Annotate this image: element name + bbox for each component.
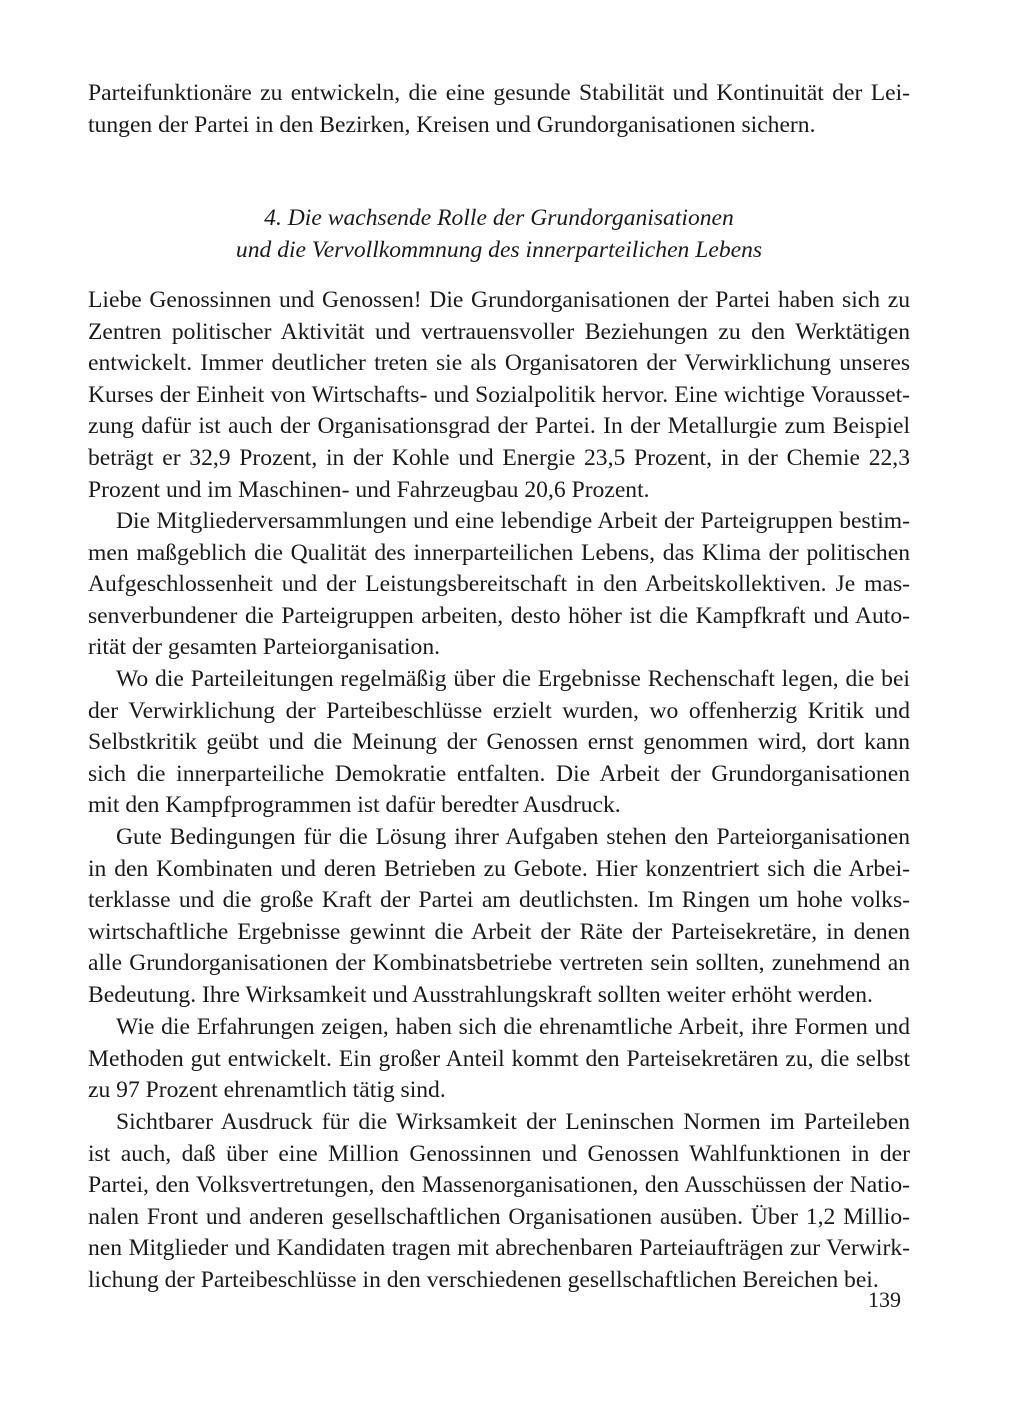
paragraph-line: mit den Kampfprogrammen ist dafür beredter Ausdruck. [88, 792, 621, 819]
paragraph-line: Sichtbarer Ausdruck für die Wirksamkeit der Leninschen Normen im Parteileben [116, 1109, 910, 1135]
body-paragraph [88, 285, 910, 506]
paragraph-line: Wo die Parteileitungen regelmäßig über die Ergebnisse Rechenschaft legen, die bei [116, 666, 910, 692]
paragraph-line: Bedeutung. Ihre Wirksamkeit und Ausstrahlungskraft sollten weiter erhöht werden. [88, 981, 873, 1008]
paragraph-line: in den Kombinaten und deren Betrieben zu Gebote. Hier konzentriert sich die Arbei- [88, 855, 910, 882]
paragraph-line: zu 97 Prozent ehrenamtlich tätig sind. [88, 1077, 446, 1104]
paragraph-line: Liebe Genossinnen und Genossen! Die Grundorganisationen der Partei haben sich zu [88, 287, 910, 313]
body-paragraph [88, 1107, 910, 1297]
intro-line: Parteifunktionäre zu entwickeln, die eine gesunde Stabilität und Kontinuität der Lei- [88, 80, 910, 106]
body-paragraph [88, 506, 910, 664]
paragraph-line: Die Mitgliederversammlungen und eine lebendige Arbeit der Parteigruppen bestim- [116, 508, 910, 534]
paragraph-line: Zentren politischer Aktivität und vertrauensvoller Beziehungen zu den Werktätigen [88, 318, 910, 345]
paragraph-line: ist auch, daß über eine Million Genossinnen und Genossen Wahlfunktionen in der [88, 1140, 910, 1167]
paragraph-line: entwickelt. Immer deutlicher treten sie als Organisatoren der Verwirklichung unseres [88, 350, 910, 377]
paragraph-line: nalen Front und anderen gesellschaftlichen Organisationen ausüben. Über 1,2 Millio- [88, 1203, 910, 1230]
body-paragraph [88, 822, 910, 1012]
paragraph-line: Kurses der Einheit von Wirtschafts- und Sozialpolitik hervor. Eine wichtige Vorausset- [88, 381, 910, 408]
paragraph-line: Partei, den Volksvertretungen, den Massenorganisationen, den Ausschüssen der Natio- [88, 1172, 910, 1199]
paragraph-line: Selbstkritik geübt und die Meinung der Genossen ernst genommen wird, dort kann [88, 729, 910, 756]
section-heading-line-1: 4. Die wachsende Rolle der Grundorganisationen [264, 205, 734, 231]
paragraph-line: senverbundener die Parteigruppen arbeiten, desto höher ist die Kampfkraft und Auto- [88, 602, 910, 629]
paragraph-line: lichung der Parteibeschlüsse in den verschiedenen gesellschaftlichen Bereichen bei. [88, 1266, 879, 1293]
paragraph-line: sich die innerparteiliche Demokratie entfalten. Die Arbeit der Grundorganisationen [88, 760, 910, 787]
paragraph-line: nen Mitglieder und Kandidaten tragen mit abrechenbaren Parteiaufträgen zur Verwirk- [88, 1235, 910, 1262]
paragraph-line: Gute Bedingungen für die Lösung ihrer Aufgaben stehen den Parteiorganisationen [116, 824, 910, 850]
body-paragraph [88, 664, 910, 822]
body-paragraph [88, 1012, 910, 1107]
paragraph-line: wirtschaftliche Ergebnisse gewinnt die Arbeit der Räte der Parteisekretäre, in denen [88, 918, 910, 945]
paragraph-line: rität der gesamten Parteiorganisation. [88, 634, 441, 661]
paragraph-line: zung dafür ist auch der Organisationsgrad der Partei. In der Metallurgie zum Beispiel [88, 413, 910, 440]
page-number: 139 [868, 1287, 901, 1312]
section-heading-line-2: und die Vervollkommnung des innerparteilichen Lebens [235, 237, 763, 263]
paragraph-line: Wie die Erfahrungen zeigen, haben sich die ehrenamtliche Arbeit, ihre Formen und [116, 1014, 910, 1040]
paragraph-line: men maßgeblich die Qualität des innerparteilichen Lebens, das Klima der politischen [88, 539, 910, 566]
paragraph-line: alle Grundorganisationen der Kombinatsbetriebe vertreten sein sollten, zunehmend an [88, 950, 910, 977]
paragraph-line: beträgt er 32,9 Prozent, in der Kohle und Energie 23,5 Prozent, in der Chemie 22,3 [88, 444, 910, 471]
paragraph-line: Prozent und im Maschinen- und Fahrzeugbau 20,6 Prozent. [88, 476, 650, 503]
paragraph-line: Aufgeschlossenheit und der Leistungsbereitschaft in den Arbeitskollektiven. Je mas- [88, 571, 910, 598]
paragraph-line: Methoden gut entwickelt. Ein großer Anteil kommt den Parteisekretären zu, die selbst [88, 1045, 910, 1072]
intro-paragraph [88, 78, 910, 141]
intro-line: tungen der Partei in den Bezirken, Kreisen und Grundorganisationen sichern. [88, 111, 816, 138]
paragraph-line: der Verwirklichung der Parteibeschlüsse erzielt wurden, wo offenherzig Kritik und [88, 697, 910, 724]
paragraph-line: terklasse und die große Kraft der Partei am deutlichsten. Im Ringen um hohe volks- [88, 887, 910, 914]
